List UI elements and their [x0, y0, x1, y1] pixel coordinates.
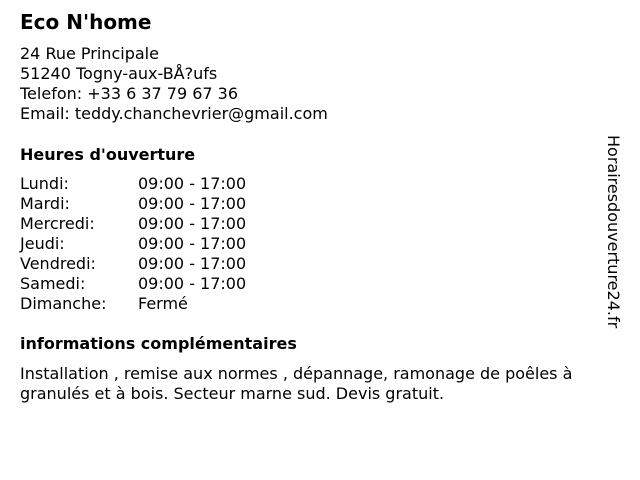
address-block: [20, 44, 328, 124]
info-line: granulés et à bois. Secteur marne sud. Devis gratuit.: [20, 384, 445, 403]
day-label: Mardi:: [20, 194, 70, 213]
street-address: 24 Rue Principale: [20, 44, 159, 63]
day-label: Mercredi:: [20, 214, 95, 233]
day-hours: 09:00 - 17:00: [138, 274, 247, 293]
day-label: Vendredi:: [20, 254, 96, 273]
day-hours: 09:00 - 17:00: [138, 234, 247, 253]
day-label: Lundi:: [20, 174, 69, 193]
info-description: [20, 364, 630, 404]
hours-heading: Heures d'ouverture: [20, 145, 196, 164]
info-line: Installation , remise aux normes , dépannage, ramonage de poêles à: [20, 364, 573, 383]
info-heading: informations complémentaires: [20, 334, 297, 353]
day-hours: 09:00 - 17:00: [138, 194, 247, 213]
day-hours: 09:00 - 17:00: [138, 174, 247, 193]
site-watermark: Horairesdouverture24.fr: [604, 135, 623, 329]
day-label: Samedi:: [20, 274, 86, 293]
day-hours: 09:00 - 17:00: [138, 254, 247, 273]
business-name: Eco N'home: [20, 10, 152, 34]
email-address: Email: teddy.chanchevrier@gmail.com: [20, 104, 328, 123]
day-label: Jeudi:: [20, 234, 65, 253]
day-label: Dimanche:: [20, 294, 107, 313]
day-hours: Fermé: [138, 294, 188, 313]
postal-city: 51240 Togny-aux-BÅ?ufs: [20, 64, 218, 83]
phone-number: Telefon: +33 6 37 79 67 36: [20, 84, 239, 103]
day-hours: 09:00 - 17:00: [138, 214, 247, 233]
